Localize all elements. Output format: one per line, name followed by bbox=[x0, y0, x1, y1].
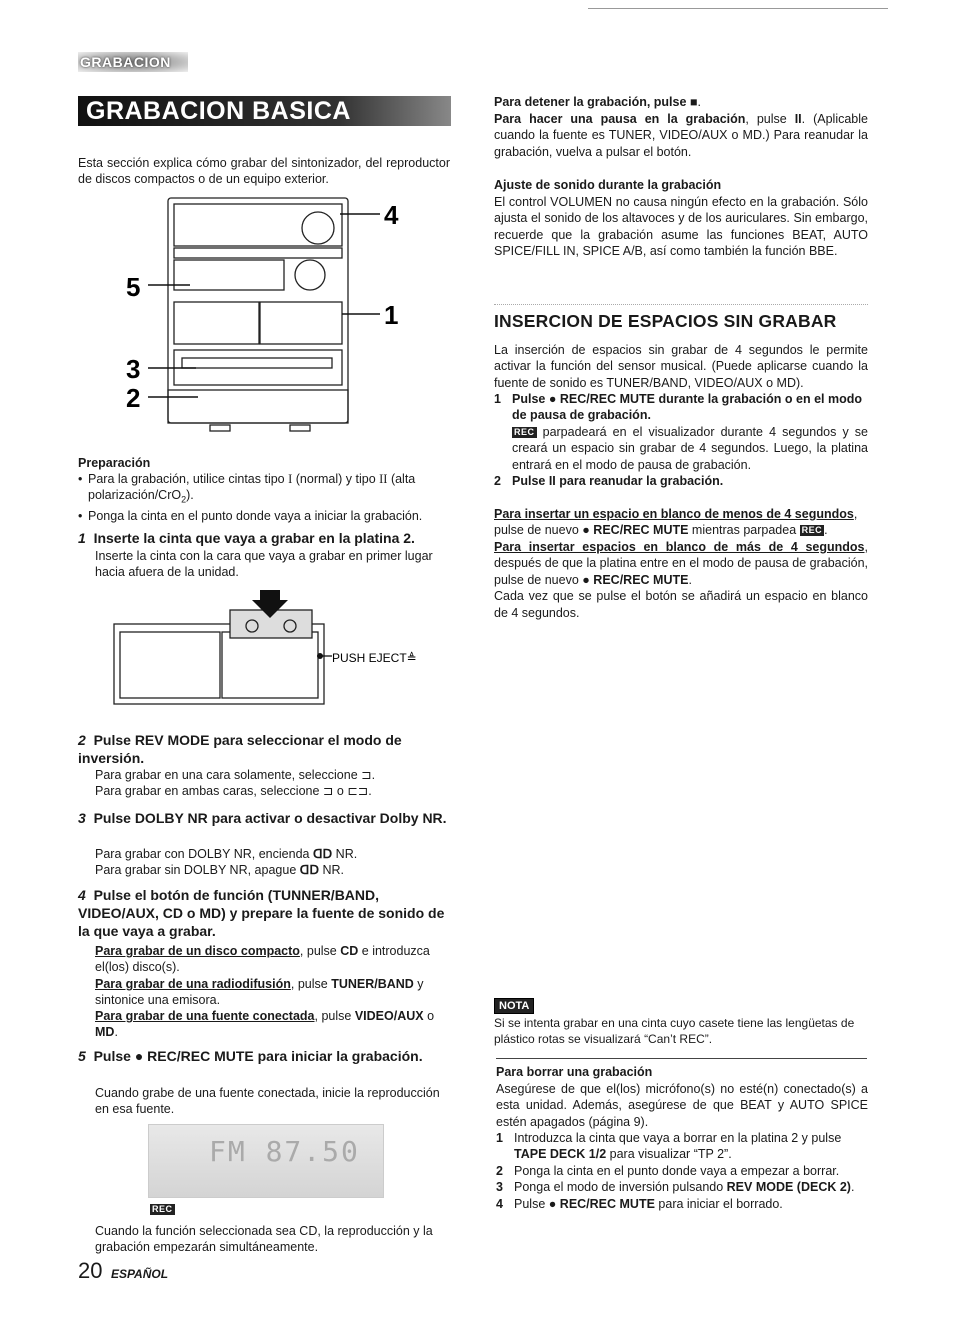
section-tag-text: GRABACION bbox=[80, 54, 171, 70]
rec-dot-icon: ● bbox=[548, 392, 557, 406]
top-rule bbox=[588, 8, 888, 9]
insercion-less-than-4: Para insertar un espacio en blanco de menos de 4 segundos, pulse de nuevo ● REC/REC MUTE mientras parpadea REC . bbox=[494, 507, 858, 538]
intro-text: Esta sección explica cómo grabar del sintonizador, del reproductor de discos compactos o de un equipo exterior. bbox=[78, 156, 450, 187]
step-2-line-2: Para grabar en ambas caras, seleccione ⊐ o ⊏⊐. bbox=[95, 784, 372, 798]
step-3-line-1: Para grabar con DOLBY NR, encienda ᗡᗞ NR. bbox=[95, 847, 358, 861]
section-divider bbox=[494, 304, 868, 305]
step-2-heading: 2 Pulse REV MODE para seleccionar el modo de inversión. bbox=[78, 732, 402, 766]
step-4-tuner: Para grabar de una radiodifusión, pulse TUNER/BAND y sintonice una emisora. bbox=[95, 977, 424, 1008]
rec-dot-icon: ● bbox=[548, 1196, 557, 1211]
rec-indicator-badge: REC bbox=[801, 525, 823, 536]
figure-label-1: 1 bbox=[384, 300, 399, 330]
dolby-icon: ᗡᗞ bbox=[312, 847, 333, 861]
step-5-body: Cuando grabe de una fuente conectada, inicie la reproducción en esa fuente. bbox=[95, 1086, 440, 1117]
ajuste-body: El control VOLUMEN no causa ningún efecto en la grabación. Sólo ajusta el sonido de los altavoces y de los auriculares. Sin embargo, recuerde que la grabación asume las funciones BEAT, AUTO SPICE/FILL IN, SPICE A/B, así como también la función BBE. bbox=[494, 195, 868, 259]
figure-label-2: 2 bbox=[126, 383, 141, 413]
preparacion-list bbox=[78, 471, 450, 525]
page-number: 20 bbox=[78, 1258, 103, 1283]
stereo-unit-illustration bbox=[110, 190, 410, 435]
ajuste-heading: Ajuste de sonido durante la grabación bbox=[494, 178, 722, 192]
rec-dot-icon: ● bbox=[134, 1048, 144, 1064]
section-tag bbox=[78, 52, 188, 72]
rec-indicator-badge: REC bbox=[514, 426, 535, 437]
figure-label-4: 4 bbox=[384, 200, 399, 230]
nota-body: Si se intenta grabar en una cinta cuyo casete tiene las lengüetas de plástico rotas se visualizará “Can’t REC”. bbox=[494, 1016, 855, 1046]
rev-mode-both-sides-icon: ⊐ bbox=[322, 784, 334, 798]
figure-label-5: 5 bbox=[126, 272, 141, 302]
step-1-heading: 1 Inserte la cinta que vaya a grabar en la platina 2. bbox=[78, 530, 415, 546]
dolby-icon: ᗡᗞ bbox=[299, 863, 319, 877]
borrar-step-2: 2 Ponga la cinta en el punto donde vaya a empezar a borrar. bbox=[496, 1163, 840, 1178]
cassette-deck-figure bbox=[110, 588, 440, 708]
nota-badge: NOTA bbox=[494, 996, 534, 1014]
preparacion-item-1: • Para la grabación, utilice cintas tipo I (normal) y tipo II (alta polarización/CrO$_2$). bbox=[78, 471, 450, 508]
title-banner bbox=[78, 96, 451, 126]
stereo-unit-figure bbox=[110, 190, 410, 435]
rec-dot-icon: ● bbox=[582, 523, 590, 538]
pause-icon: II bbox=[548, 474, 556, 489]
borrar-step-1: 1 Introduzca la cinta que vaya a borrar en la platina 2 y pulse TAPE DECK 1/2 para visualizar “TP 2”. bbox=[496, 1131, 842, 1162]
stop-icon: ■ bbox=[689, 95, 698, 109]
borrar-step-3: 3 Ponga el modo de inversión pulsando REV MODE (DECK 2). bbox=[496, 1180, 855, 1195]
display-rec-indicator: REC bbox=[152, 1204, 173, 1214]
deck-illustration bbox=[110, 588, 440, 708]
borrar-step-4: 4 Pulse ● REC/REC MUTE para iniciar el borrado. bbox=[496, 1196, 783, 1211]
page-title: GRABACION BASICA bbox=[86, 97, 351, 125]
display-figure bbox=[148, 1124, 384, 1198]
step-4-aux: Para grabar de una fuente conectada, pulse VIDEO/AUX o MD. bbox=[95, 1009, 435, 1040]
insercion-heading: INSERCION DE ESPACIOS SIN GRABAR bbox=[494, 311, 837, 331]
borrar-rule bbox=[496, 1058, 867, 1059]
pause-icon: II bbox=[794, 112, 802, 126]
insercion-intro: La inserción de espacios sin grabar de 4 segundos le permite activar la función del sensor musical. (Puede aplicarse cuando la fuente de sonido es TUNER/BAND, VIDEO/AUX o MD). bbox=[494, 343, 868, 390]
step-5-heading: 5 Pulse ● REC/REC MUTE para iniciar la grabación. bbox=[78, 1048, 423, 1064]
rev-mode-relay-icon: ⊏⊐ bbox=[347, 784, 369, 798]
borrar-heading: Para borrar una grabación bbox=[496, 1065, 653, 1079]
insercion-step-1: 1 Pulse ● REC/REC MUTE durante la grabación o en el modo de pausa de grabación. REC parpadeará en el visualizador durante 4 segundos y se creará un espacio sin grabar de 4 segundos. Luego, la platina entrará en el modo de pausa de grabación. 2 Pulse II para reanudar la grabación. bbox=[494, 392, 868, 489]
insercion-more-than-4: Para insertar espacios en blanco de más de 4 segundos, después de que la platina entre en el modo de pausa de grabación, pulse de nuevo ● REC/REC MUTE. Cada vez que se pulse el botón se añadirá un espacio en blanco de 4 segundos. bbox=[494, 540, 868, 620]
borrar-steps bbox=[496, 1130, 868, 1212]
step-4-heading: 4 Pulse el botón de función (TUNNER/BAND, VIDEO/AUX, CD o MD) y prepare la fuente de sonido de la que vaya a grabar. bbox=[78, 887, 445, 939]
step-1-body: Inserte la cinta con la cara que vaya a grabar en primer lugar hacia afuera de la unidad. bbox=[95, 549, 433, 580]
rev-mode-one-side-icon: ⊐ bbox=[361, 768, 372, 782]
figure-label-3: 3 bbox=[126, 354, 141, 384]
rec-dot-icon: ● bbox=[582, 572, 590, 587]
step-2-line-1: Para grabar en una cara solamente, seleccione ⊐. bbox=[95, 768, 376, 782]
preparacion-item-2: • Ponga la cinta en el punto donde vaya a iniciar la grabación. bbox=[78, 508, 450, 524]
step-3-heading: 3 Pulse DOLBY NR para activar o desactivar Dolby NR. bbox=[78, 810, 447, 826]
cd-simultaneous-note: Cuando la función seleccionada sea CD, la reproducción y la grabación empezarán simultáneamente. bbox=[95, 1224, 433, 1255]
display-readout: FM 87.50 bbox=[209, 1135, 360, 1168]
step-4-cd: Para grabar de un disco compacto, pulse CD e introduzca el(los) disco(s). bbox=[95, 944, 430, 975]
push-eject-label: PUSH EJECT≜ bbox=[332, 651, 417, 665]
page-footer bbox=[78, 1258, 168, 1284]
borrar-intro: Asegúrese de que el(los) micrófono(s) no esté(n) conectado(s) a esta unidad. Además, asegúrese de que BEAT y AUTO SPICE estén apagados (página 9). bbox=[496, 1082, 868, 1129]
page-language: ESPAÑOL bbox=[110, 1267, 169, 1281]
preparacion-heading: Preparación bbox=[78, 456, 151, 470]
stop-recording: Para detener la grabación, pulse ■. bbox=[494, 95, 701, 109]
step-3-line-2: Para grabar sin DOLBY NR, apague ᗡᗞ NR. bbox=[95, 863, 344, 877]
pause-recording: Para hacer una pausa en la grabación, pulse II. (Aplicable cuando la fuente es TUNER, VIDEO/AUX o MD.) Para reanudar la grabación, vuelva a pulsar el botón. bbox=[494, 112, 868, 159]
